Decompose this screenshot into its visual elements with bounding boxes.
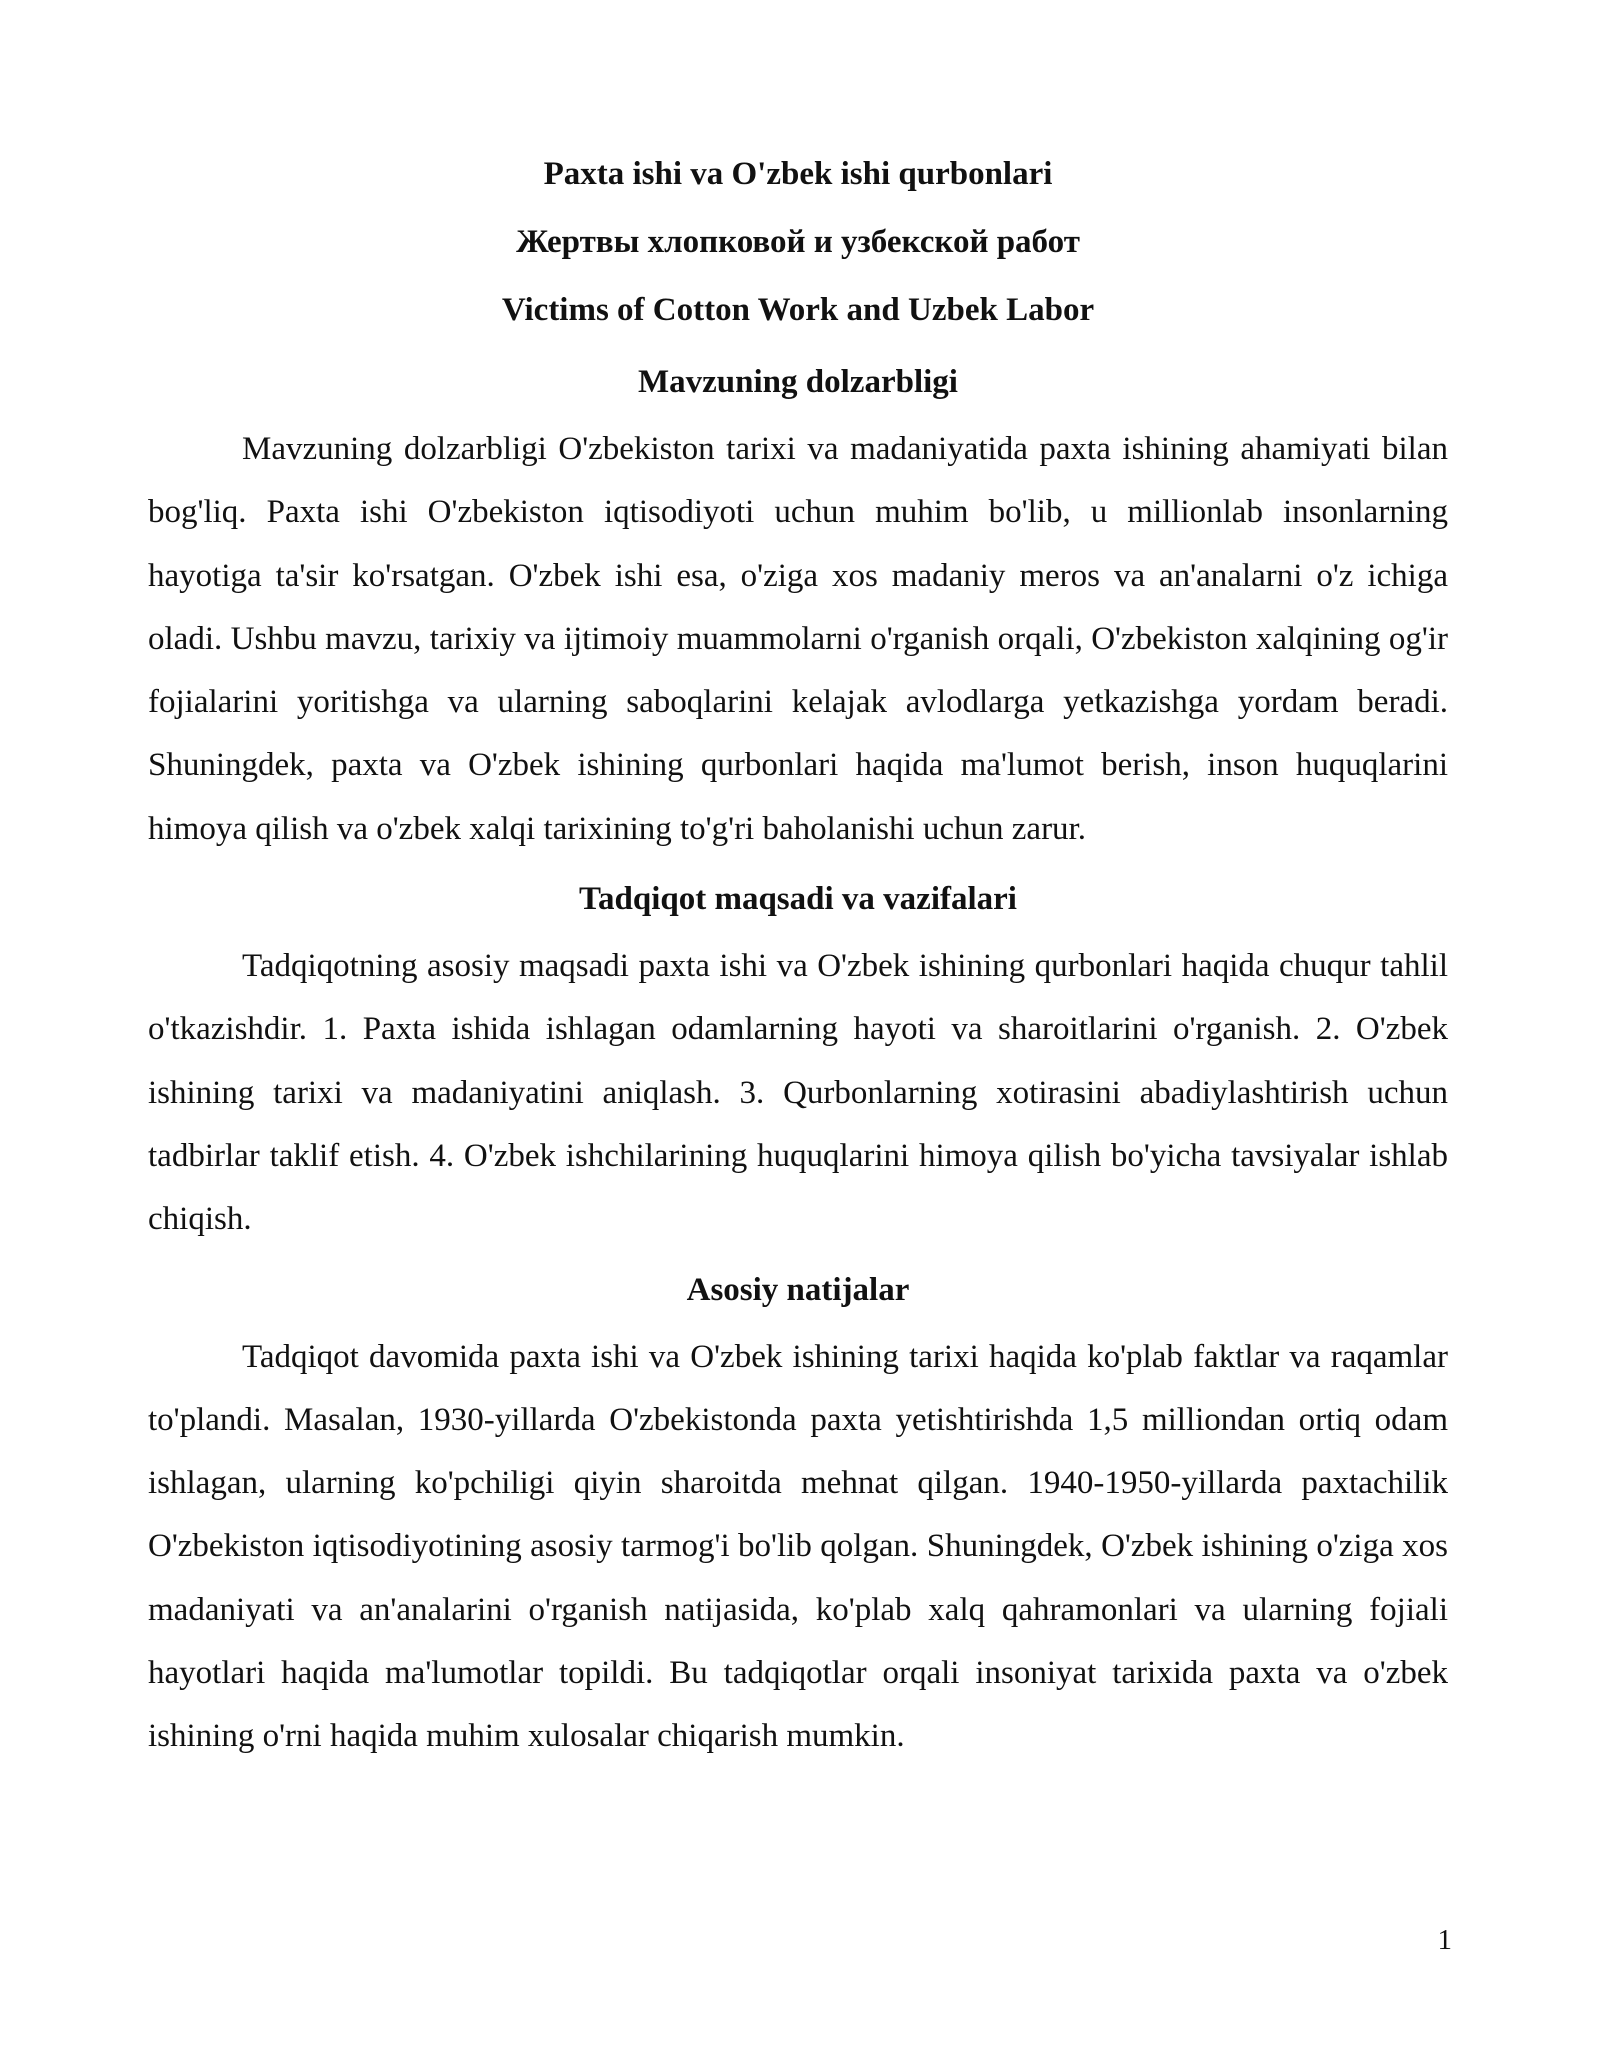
page-number: 1 — [1437, 1924, 1452, 1956]
section-goals — [148, 879, 1448, 1251]
document-page — [148, 140, 1448, 1769]
title-english: Victims of Cotton Work and Uzbek Labor — [501, 292, 1095, 328]
section-results — [148, 1270, 1448, 1769]
title-russian: Жертвы хлопковой и узбекской работ — [516, 224, 1080, 260]
section-paragraph: Tadqiqot davomida paxta ishi va O'zbek ishining tarixi haqida ko'plab faktlar va raqamlar to'plandi. Masalan, 1930-yillarda O'zbekistonda paxta yetishtirishda 1,5 milliondan ortiq odam ishlagan, ularning ko'pchiligi qiyin sharoitda mehnat qilgan. 1940-1950-yillarda paxtachilik O'zbekiston iqtisodiyotining asosiy tarmog'i bo'lib qolgan. Shuningdek, O'zbek ishining o'ziga xos madaniyati va an'analarini o'rganish natijasida, ko'plab xalq qahramonlari va ularning fojiali hayotlari haqida ma'lumotlar topildi. Bu tadqiqotlar orqali insoniyat tarixida paxta va o'zbek ishining o'rni haqida muhim xulosalar chiqarish mumkin. — [148, 1338, 1448, 1755]
section-paragraph: Tadqiqotning asosiy maqsadi paxta ishi va O'zbek ishining qurbonlari haqida chuqur tahlil o'tkazishdir. 1. Paxta ishida ishlagan odamlarning hayoti va sharoitlarini o'rganish. 2. O'zbek ishining tarixi va madaniyatini aniqlash. 3. Qurbonlarning xotirasini abadiylashtirish uchun tadbirlar taklif etish. 4. O'zbek ishchilarining huquqlarini himoya qilish bo'yicha tavsiyalar ishlab chiqish. — [148, 948, 1448, 1238]
section-paragraph: Mavzuning dolzarbligi O'zbekiston tarixi va madaniyatida paxta ishining ahamiyati bilan bog'liq. Paxta ishi O'zbekiston iqtisodiyoti uchun muhim bo'lib, u millionlab insonlarning hayotiga ta'sir ko'rsatgan. O'zbek ishi esa, o'ziga xos madaniy meros va an'analarni o'z ichiga oladi. Ushbu mavzu, tarixiy va ijtimoiy muammolarni o'rganish orqali, O'zbekiston xalqining og'ir fojialarini yoritishga va ularning saboqlarini kelajak avlodlarga yetkazishga yordam beradi. Shuningdek, paxta va O'zbek ishining qurbonlari haqida ma'lumot berish, inson huquqlarini himoya qilish va o'zbek xalqi tarixining to'g'ri baholanishi uchun zarur. — [148, 431, 1448, 847]
document-title — [148, 140, 1448, 344]
title-uzbek: Paxta ishi va O'zbek ishi qurbonlari — [543, 156, 1053, 192]
section-heading: Tadqiqot maqsadi va vazifalari — [579, 881, 1017, 918]
section-heading: Asosiy natijalar — [686, 1271, 910, 1308]
section-heading: Mavzuning dolzarbligi — [638, 364, 958, 400]
section-relevance — [148, 362, 1448, 861]
